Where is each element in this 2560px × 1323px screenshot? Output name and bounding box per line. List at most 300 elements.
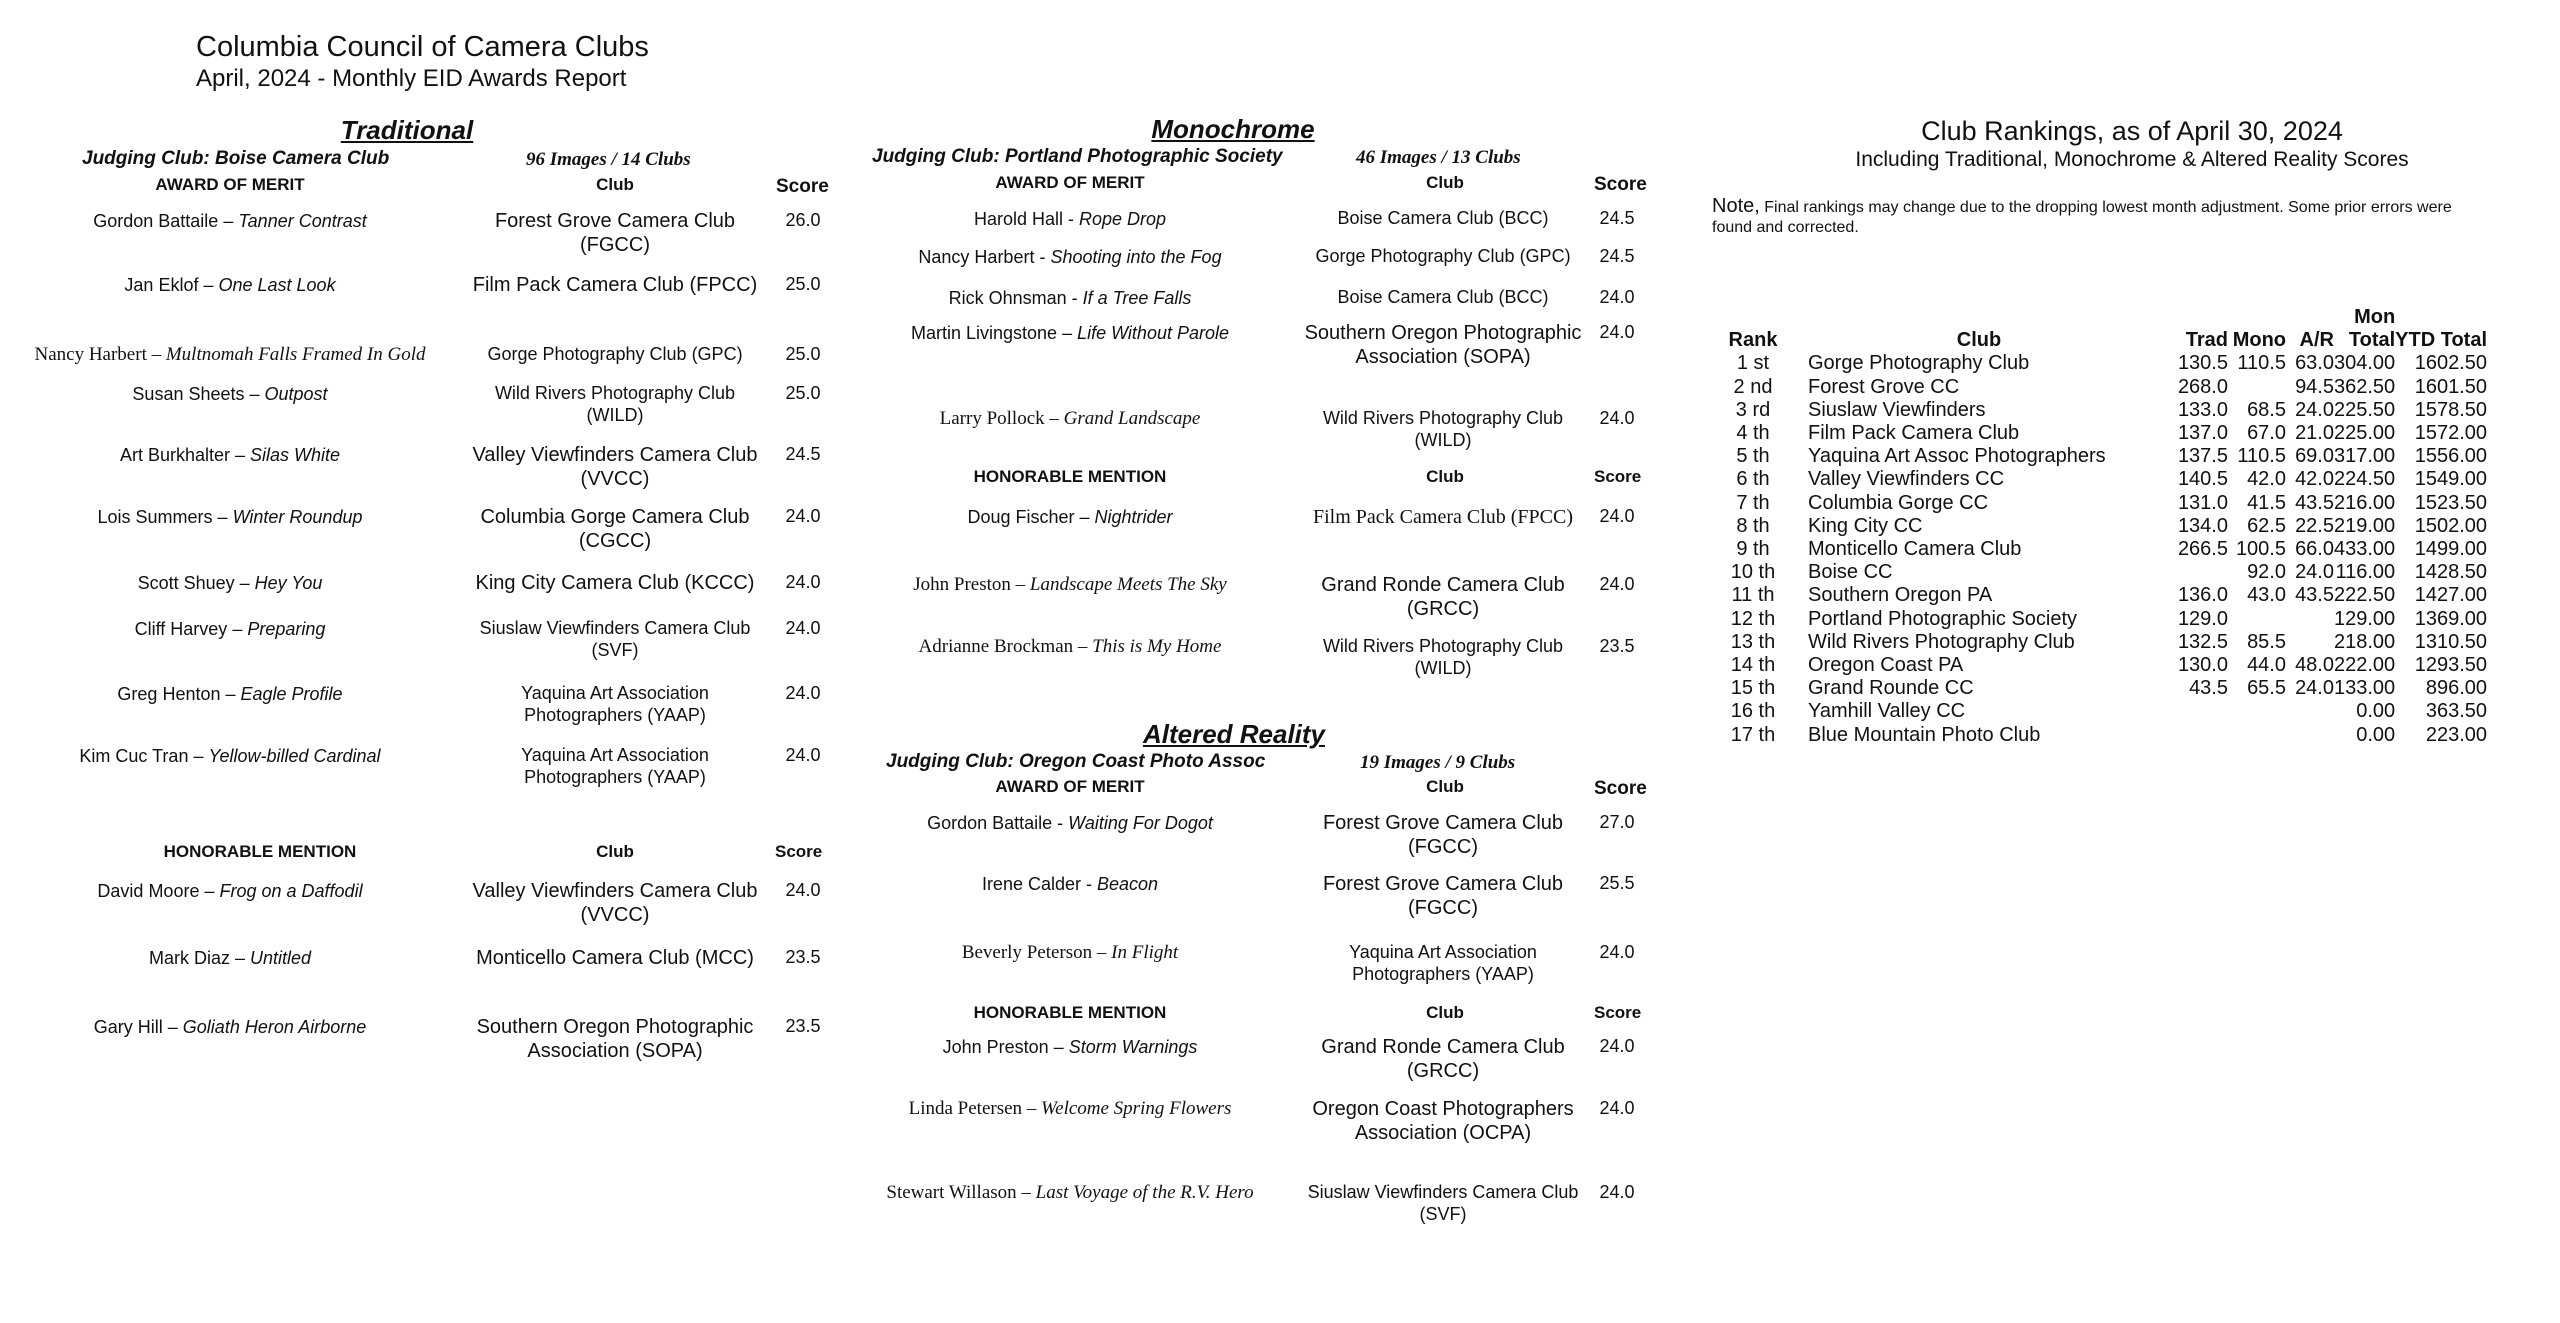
photographer-name: Stewart Willason (886, 1182, 1017, 1203)
image-title: Silas White (250, 445, 341, 465)
rank-cell: 5 th (1736, 445, 1770, 468)
image-title: This is My Home (1092, 636, 1222, 657)
altered-hm-score-heading: Score (1594, 1003, 1642, 1022)
image-title: Tanner Contrast (238, 211, 367, 231)
monochrome-merit-entry (870, 408, 1270, 430)
altered-merit-entry (870, 873, 1270, 895)
score-value: 25.0 (785, 383, 821, 403)
separator: – (1074, 507, 1095, 527)
ranking-row (1718, 538, 2487, 561)
ar-cell: 43.5 (2295, 584, 2334, 607)
mon-total-cell: 116.00 (2335, 561, 2396, 584)
club-cell: Wild Rivers Photography Club (1808, 630, 2075, 653)
rank-cell: 1 st (1736, 352, 1770, 375)
altered-section-title: Altered Reality (1142, 719, 1326, 749)
mono-cell: 41.5 (2247, 491, 2286, 514)
image-title: Hey You (254, 573, 323, 593)
mon-total-cell: 218.00 (2334, 630, 2396, 653)
club-name: Gorge Photography Club (GPC) (487, 344, 743, 364)
traditional-hm-score-heading: Score (775, 842, 823, 861)
club-cell: Forest Grove CC (1808, 375, 1960, 398)
club-cell: Southern Oregon PA (1808, 584, 1993, 607)
image-title: Welcome Spring Flowers (1041, 1098, 1232, 1119)
traditional-hm-entry (30, 947, 430, 969)
mono-cell: 67.0 (2247, 422, 2286, 445)
club-cell: Columbia Gorge CC (1808, 491, 1989, 514)
rank-cell: 6 th (1736, 468, 1770, 491)
club-name: Southern Oregon Photographic Association (SOPA) (1304, 322, 1582, 368)
mono-cell: 62.5 (2247, 514, 2286, 537)
separator: – (220, 684, 241, 704)
mon-total-cell: 224.50 (2334, 468, 2396, 491)
image-title: Beacon (1097, 874, 1159, 894)
score-value: 24.0 (1599, 942, 1635, 962)
monochrome-merit-entry (870, 208, 1270, 230)
club-name: Forest Grove Camera Club (FGCC) (494, 210, 736, 256)
traditional-hm-heading: HONORABLE MENTION (163, 842, 357, 861)
club-cell: Valley Viewfinders CC (1808, 468, 2005, 491)
club-name: Forest Grove Camera Club (FGCC) (1322, 873, 1564, 919)
score-value: 24.0 (1599, 287, 1635, 307)
photographer-name: Larry Pollock (939, 408, 1045, 429)
rank-cell: 11 th (1731, 584, 1775, 607)
traditional-club-heading: Club (596, 175, 634, 194)
ytd-total-cell: 1549.00 (2414, 468, 2488, 491)
trad-cell: 137.0 (2177, 422, 2228, 445)
ytd-total-cell: 1523.50 (2414, 491, 2488, 514)
trad-cell (2170, 700, 2228, 723)
photographer-name: Nancy Harbert (918, 247, 1035, 267)
separator: – (1022, 1098, 1042, 1119)
photographer-name: Art Burkhalter (119, 445, 230, 465)
score-value: 24.0 (1599, 574, 1635, 594)
ar-cell: 24.0 (2295, 398, 2334, 421)
mono-cell: 44.0 (2247, 654, 2286, 677)
rank-cell: 14 th (1730, 654, 1776, 677)
ytd-total-cell: 1601.50 (2414, 375, 2488, 398)
image-title: Eagle Profile (240, 684, 343, 704)
score-value: 23.5 (1599, 636, 1635, 656)
trad-cell: 137.5 (2177, 445, 2228, 468)
photographer-name: Linda Petersen (908, 1098, 1023, 1119)
ytd-total-cell: 1556.00 (2414, 445, 2488, 468)
club-name: Southern Oregon Photographic Association (SOPA) (476, 1016, 754, 1062)
score-value: 24.0 (1599, 408, 1635, 428)
ranking-row (1718, 352, 2487, 375)
score-value: 25.0 (785, 344, 821, 364)
ytd-total-cell: 1578.50 (2414, 398, 2488, 421)
altered-hm-entry (870, 1036, 1270, 1058)
ar-cell: 24.0 (2295, 561, 2334, 584)
traditional-hm-entry (30, 880, 430, 902)
score-value: 24.5 (785, 444, 821, 464)
photographer-name: Jan Eklof (124, 275, 199, 295)
traditional-merit-entry (20, 383, 440, 405)
traditional-merit-entry (20, 210, 440, 232)
ar-cell: 69.0 (2295, 445, 2334, 468)
monochrome-merit-entry (870, 287, 1270, 309)
ar-cell: 43.5 (2295, 491, 2334, 514)
monochrome-hm-entry (870, 506, 1270, 528)
photographer-name: Rick Ohnsman (948, 288, 1067, 308)
rank-cell: 4 th (1736, 422, 1770, 445)
traditional-section-title: Traditional (340, 115, 474, 145)
separator: – (1044, 408, 1064, 429)
score-value: 26.0 (785, 210, 821, 230)
trad-cell (2170, 561, 2228, 584)
club-cell: King City CC (1808, 514, 1923, 537)
club-cell: Grand Rounde CC (1808, 677, 1974, 700)
photographer-name: David Moore (97, 881, 200, 901)
image-title: Landscape Meets The Sky (1029, 574, 1227, 595)
rankings-body (1718, 352, 2487, 746)
monochrome-club-heading: Club (1426, 173, 1464, 192)
club-name: Grand Ronde Camera Club (GRCC) (1321, 1036, 1565, 1082)
image-title: Shooting into the Fog (1050, 247, 1222, 267)
traditional-merit-entry (20, 618, 440, 640)
traditional-merit-entry (20, 745, 440, 767)
ytd-total-cell: 1428.50 (2414, 561, 2488, 584)
ytd-total-cell: 1499.00 (2414, 538, 2488, 561)
club-name: Valley Viewfinders Camera Club (VVCC) (472, 880, 758, 926)
mono-cell: 43.0 (2247, 584, 2286, 607)
separator: – (230, 445, 251, 465)
trad-cell: 131.0 (2177, 491, 2228, 514)
ar-cell: 21.0 (2295, 422, 2334, 445)
monochrome-hm-heading: HONORABLE MENTION (973, 467, 1167, 486)
image-title: Waiting For Dogot (1068, 813, 1213, 833)
mono-cell (2228, 608, 2286, 631)
club-cell: Blue Mountain Photo Club (1808, 723, 2041, 746)
photographer-name: Adrianne Brockman (918, 636, 1074, 657)
separator: – (1057, 323, 1078, 343)
rank-cell: 16 th (1730, 700, 1776, 723)
mon-total-cell: 219.00 (2334, 514, 2396, 537)
separator: – (1010, 574, 1030, 595)
club-name: Film Pack Camera Club (FPCC) (1313, 506, 1573, 528)
ranking-row (1718, 399, 2487, 422)
trad-cell: 130.0 (2177, 654, 2228, 677)
score-value: 24.0 (785, 618, 821, 638)
score-value: 24.0 (785, 683, 821, 703)
trad-cell: 132.5 (2177, 630, 2228, 653)
club-name: Yaquina Art Association Photographers (YAAP) (521, 745, 709, 787)
ar-cell: 42.0 (2295, 468, 2334, 491)
mon-total-cell: 222.00 (2334, 654, 2396, 677)
separator: – (229, 948, 250, 968)
score-value: 24.0 (785, 880, 821, 900)
rank-header: Rank (1728, 329, 1778, 352)
photographer-name: Greg Henton (117, 684, 221, 704)
club-cell: Film Pack Camera Club (1808, 422, 2020, 445)
ar-cell (2286, 608, 2334, 631)
traditional-hm-club-heading: Club (596, 842, 634, 861)
ar-cell (2286, 724, 2334, 747)
photographer-name: Gary Hill (93, 1017, 163, 1037)
trad-cell: 43.5 (2189, 677, 2228, 700)
image-title: Storm Warnings (1068, 1037, 1198, 1057)
trad-header: Trad (2185, 329, 2228, 352)
club-cell: Boise CC (1808, 561, 1893, 584)
ytd-total-header: YTD Total (2395, 329, 2488, 352)
monochrome-hm-club-heading: Club (1426, 467, 1464, 486)
mon-total-header: Total (2348, 329, 2396, 352)
photographer-name: Harold Hall (973, 209, 1063, 229)
mon-total-cell: 304.00 (2334, 352, 2396, 375)
club-name: Forest Grove Camera Club (FGCC) (1322, 812, 1564, 858)
mon-total-header-top: Mon (2354, 306, 2396, 328)
photographer-name: Susan Sheets (132, 384, 245, 404)
rank-cell: 10 th (1730, 561, 1776, 584)
club-name: Wild Rivers Photography Club (WILD) (1322, 408, 1564, 450)
mono-cell: 110.5 (2237, 352, 2286, 375)
trad-cell: 136.0 (2177, 584, 2228, 607)
mon-total-cell: 0.00 (2356, 700, 2396, 723)
traditional-score-heading: Score (776, 176, 829, 197)
club-name: Siuslaw Viewfinders Camera Club (SVF) (479, 618, 751, 660)
ranking-row (1718, 422, 2487, 445)
score-value: 24.0 (785, 506, 821, 526)
club-name: Wild Rivers Photography Club (WILD) (1322, 636, 1564, 678)
monochrome-merit-entry (870, 246, 1270, 268)
mon-total-cell: 225.00 (2334, 422, 2396, 445)
monochrome-hm-entry (870, 636, 1270, 658)
ar-cell: 22.5 (2295, 514, 2334, 537)
ytd-total-cell: 1369.00 (2414, 607, 2488, 630)
club-name: Film Pack Camera Club (FPCC) (472, 274, 758, 296)
mon-total-cell: 225.50 (2334, 398, 2396, 421)
altered-merit-entry (870, 942, 1270, 964)
ytd-total-cell: 1427.00 (2414, 584, 2488, 607)
monochrome-hm-score-heading: Score (1594, 467, 1642, 486)
rank-cell: 13 th (1730, 630, 1776, 653)
mono-cell (2228, 700, 2286, 723)
mono-cell: 92.0 (2247, 561, 2286, 584)
note-text: Final rankings may change due to the dropping lowest month adjustment. Some prior errors were found and corrected. (1712, 199, 2452, 236)
trad-cell: 133.0 (2177, 398, 2228, 421)
image-title: Life Without Parole (1077, 323, 1229, 343)
photographer-name: Kim Cuc Tran (79, 746, 189, 766)
club-name: Monticello Camera Club (MCC) (476, 947, 754, 969)
club-name: King City Camera Club (KCCC) (475, 572, 755, 594)
mono-cell: 85.5 (2247, 630, 2286, 653)
ranking-row (1718, 608, 2487, 631)
separator: – (1016, 1182, 1036, 1203)
trad-cell: 266.5 (2177, 538, 2228, 561)
mon-total-cell: 133.00 (2334, 677, 2396, 700)
altered-judging-club: Judging Club: Oregon Coast Photo Assoc (886, 751, 1266, 772)
rank-cell: 3 rd (1735, 398, 1771, 421)
ytd-total-cell: 1293.50 (2414, 654, 2488, 677)
ranking-row (1718, 584, 2487, 607)
altered-hm-heading: HONORABLE MENTION (973, 1003, 1167, 1022)
image-title: In Flight (1111, 942, 1179, 963)
photographer-name: John Preston (913, 574, 1011, 595)
traditional-judging-club: Judging Club: Boise Camera Club (82, 148, 390, 169)
image-title: Nightrider (1094, 507, 1173, 527)
monochrome-merit-heading: AWARD OF MERIT (995, 173, 1145, 192)
club-name: Boise Camera Club (BCC) (1337, 208, 1549, 228)
score-value: 24.5 (1599, 246, 1635, 266)
separator: – (1092, 942, 1112, 963)
club-cell: Yamhill Valley CC (1808, 700, 1966, 723)
rankings-title: Club Rankings, as of April 30, 2024 (1921, 116, 2343, 146)
altered-hm-club-heading: Club (1426, 1003, 1464, 1022)
mono-cell: 65.5 (2247, 677, 2286, 700)
ranking-row (1718, 376, 2487, 399)
ytd-total-cell: 1502.00 (2414, 514, 2488, 537)
monochrome-score-heading: Score (1594, 174, 1647, 195)
score-value: 25.0 (785, 274, 821, 294)
ar-cell: 48.0 (2295, 654, 2334, 677)
photographer-name: Cliff Harvey (134, 619, 228, 639)
separator: - (1063, 209, 1079, 229)
mon-total-cell: 433.00 (2334, 538, 2396, 561)
photographer-name: Irene Calder (981, 874, 1081, 894)
separator: – (198, 275, 219, 295)
traditional-merit-entry (20, 444, 440, 466)
ar-header: A/R (2299, 329, 2334, 352)
ytd-total-cell: 896.00 (2425, 677, 2488, 700)
club-name: Yaquina Art Association Photographers (YAAP) (521, 683, 709, 725)
trad-cell: 140.5 (2177, 468, 2228, 491)
traditional-merit-heading: AWARD OF MERIT (155, 175, 305, 194)
score-value: 24.0 (785, 572, 821, 592)
traditional-merit-entry (20, 683, 440, 705)
image-title: Rope Drop (1079, 209, 1167, 229)
traditional-merit-entry (20, 344, 440, 366)
mon-total-cell: 362.50 (2334, 375, 2396, 398)
separator: – (227, 619, 248, 639)
image-title: Outpost (264, 384, 328, 404)
photographer-name: Mark Diaz (148, 948, 230, 968)
mon-total-cell: 222.50 (2334, 584, 2396, 607)
separator: - (1081, 874, 1097, 894)
image-title: Grand Landscape (1063, 408, 1201, 429)
mono-cell (2228, 376, 2286, 399)
altered-merit-heading: AWARD OF MERIT (995, 777, 1145, 796)
photographer-name: John Preston (942, 1037, 1049, 1057)
rankings-header-row-top (1718, 306, 2487, 329)
traditional-image-count: 96 Images / 14 Clubs (526, 149, 691, 170)
report-subtitle: April, 2024 - Monthly EID Awards Report (196, 65, 627, 92)
club-name: Columbia Gorge Camera Club (CGCC) (480, 506, 750, 552)
score-value: 24.5 (1599, 208, 1635, 228)
ar-cell: 94.5 (2295, 375, 2334, 398)
rankings-subtitle: Including Traditional, Monochrome & Altered Reality Scores (1855, 148, 2409, 171)
club-cell: Oregon Coast PA (1808, 654, 1964, 677)
photographer-name: Scott Shuey (137, 573, 235, 593)
club-cell: Portland Photographic Society (1808, 607, 2078, 630)
separator: – (244, 384, 265, 404)
image-title: Preparing (247, 619, 326, 639)
club-cell: Gorge Photography Club (1808, 352, 2030, 375)
ranking-row (1718, 515, 2487, 538)
photographer-name: Gordon Battaile (93, 211, 219, 231)
monochrome-hm-entry (870, 574, 1270, 596)
ranking-row (1718, 445, 2487, 468)
photographer-name: Lois Summers (97, 507, 213, 527)
trad-cell: 268.0 (2177, 375, 2228, 398)
club-cell: Monticello Camera Club (1808, 538, 2022, 561)
trad-cell: 130.5 (2177, 352, 2228, 375)
mon-total-cell: 216.00 (2334, 491, 2396, 514)
club-header: Club (1956, 329, 2002, 352)
image-title: Last Voyage of the R.V. Hero (1035, 1182, 1254, 1203)
score-value: 24.0 (1599, 322, 1635, 342)
mon-total-cell: 0.00 (2356, 723, 2396, 746)
image-title: Multnomah Falls Framed In Gold (165, 344, 426, 365)
separator: – (1048, 1037, 1069, 1057)
separator: – (1073, 636, 1093, 657)
image-title: Goliath Heron Airborne (182, 1017, 367, 1037)
ar-cell: 24.0 (2295, 677, 2334, 700)
ytd-total-cell: 223.00 (2425, 723, 2488, 746)
rankings-table (1718, 306, 2487, 747)
ranking-row (1718, 468, 2487, 491)
ranking-row (1718, 654, 2487, 677)
separator: - (1052, 813, 1069, 833)
image-title: One Last Look (218, 275, 336, 295)
ytd-total-cell: 1602.50 (2414, 352, 2488, 375)
rank-cell: 7 th (1736, 491, 1770, 514)
image-title: Winter Roundup (232, 507, 363, 527)
image-title: Untitled (250, 948, 312, 968)
score-value: 25.5 (1599, 873, 1635, 893)
photographer-name: Martin Livingstone (910, 323, 1058, 343)
ytd-total-cell: 1310.50 (2414, 630, 2488, 653)
separator: – (234, 573, 255, 593)
separator: – (199, 881, 220, 901)
club-name: Valley Viewfinders Camera Club (VVCC) (472, 444, 758, 490)
altered-hm-entry (870, 1098, 1270, 1120)
photographer-name: Gordon Battaile (927, 813, 1053, 833)
score-value: 23.5 (785, 1016, 821, 1036)
club-name: Grand Ronde Camera Club (GRCC) (1321, 574, 1565, 620)
score-value: 24.0 (1599, 1182, 1635, 1202)
ranking-row (1718, 677, 2487, 700)
trad-cell: 134.0 (2177, 514, 2228, 537)
monochrome-merit-entry (870, 322, 1270, 344)
rank-cell: 8 th (1736, 514, 1770, 537)
photographer-name: Nancy Harbert (34, 344, 147, 365)
trad-cell (2170, 724, 2228, 747)
separator: - (1066, 288, 1083, 308)
ar-cell: 66.0 (2295, 538, 2334, 561)
score-value: 24.0 (1599, 1036, 1635, 1056)
club-name: Yaquina Art Association Photographers (YAAP) (1349, 942, 1537, 984)
altered-image-count: 19 Images / 9 Clubs (1360, 752, 1516, 773)
mono-cell (2228, 724, 2286, 747)
traditional-merit-entry (20, 274, 440, 296)
mono-header: Mono (2232, 329, 2286, 352)
traditional-merit-entry (20, 572, 440, 594)
rank-cell: 15 th (1730, 677, 1776, 700)
ar-cell (2286, 631, 2334, 654)
trad-cell: 129.0 (2177, 607, 2228, 630)
club-name: Wild Rivers Photography Club (WILD) (494, 383, 736, 425)
altered-club-heading: Club (1426, 777, 1464, 796)
ranking-row (1718, 631, 2487, 654)
rank-cell: 9 th (1736, 538, 1770, 561)
monochrome-judging-club: Judging Club: Portland Photographic Society (872, 146, 1283, 167)
score-value: 24.0 (1599, 506, 1635, 526)
mono-cell: 100.5 (2235, 538, 2286, 561)
score-value: 23.5 (785, 947, 821, 967)
rankings-note (1712, 196, 2472, 238)
club-name: Gorge Photography Club (GPC) (1315, 246, 1571, 266)
altered-merit-entry (870, 812, 1270, 834)
